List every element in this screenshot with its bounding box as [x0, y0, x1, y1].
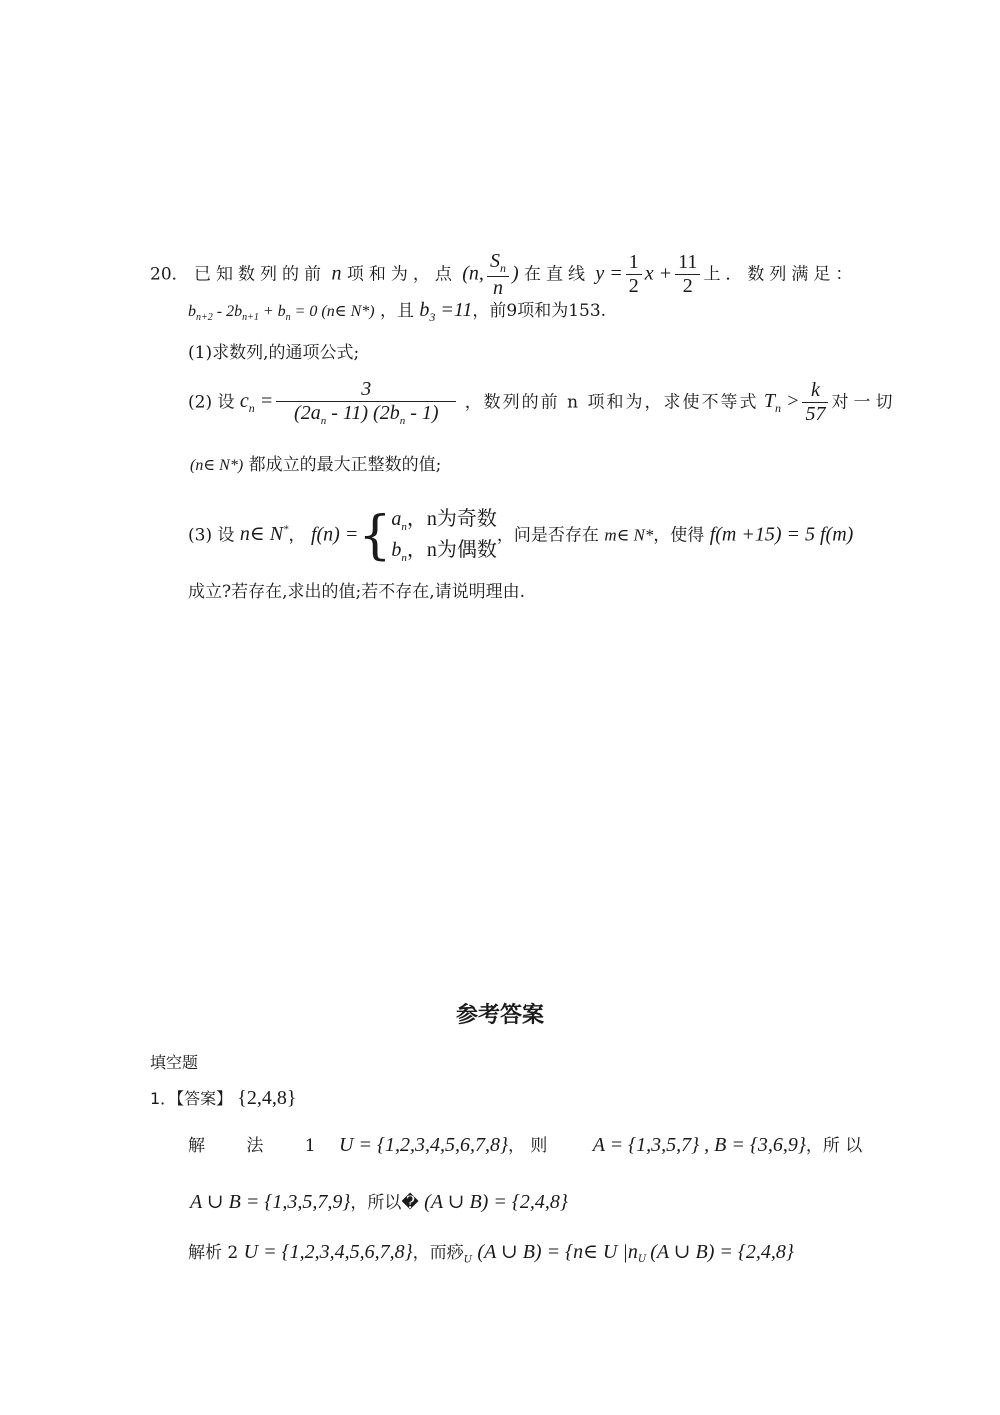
n-in-naturals: n∈ N* [239, 523, 289, 546]
question-2: (2) 设 $c_n$ = $\frac{3}{(2a_n - 11) (2b_n - 1)}$ ，数列的前 n 项和为，求使不等式 $T_n$ > $\frac{k}{57}$ 对一切 [188, 378, 898, 427]
question-2-continued: (n∈ N*) 都成立的最大正整数的值; [190, 455, 442, 475]
fraction-one-half: $\frac{1}{2}$ [626, 251, 642, 298]
piecewise-cases: $a_n$，n为奇数 $b_n$，n为偶数 [391, 508, 497, 564]
answer-1: 1．【答案】 {2,4,8} [150, 1087, 297, 1109]
question-3-continued: 成立?若存在,求出的值;若不存在,请说明理由. [188, 582, 526, 602]
c-n-fraction: $\frac{3}{(2a_n - 11) (2b_n - 1)}$ [276, 378, 456, 428]
complement-symbol: � [401, 1193, 419, 1213]
recurrence-line: $b_{n+2} - 2b_{n+1} + b_n = 0$ (n∈ N*) ，且 $b_3 =11$，前9项和为153. [188, 299, 607, 324]
fraction-eleven-half: $\frac{11}{2}$ [675, 251, 700, 298]
functional-equation: f(m +15) = 5 f(m) [709, 523, 854, 546]
question-3: (3) 设 n∈ N*， f(n) ={ $a_n$，n为奇数 $b_n$，n为偶数 ，问是否存在 m∈ N*，使得 f(m +15) = 5 f(m) [188, 505, 854, 566]
b3-condition: $b_3 =11$ [419, 299, 473, 324]
problem-20-statement: 20． 已知数列的前 n 项和为，点 (n, $\frac{S_n}{n}$ ) 在直线 y = $\frac{1}{2}$ x + $\frac{11}{2}$ 上．数列满足： [150, 250, 858, 299]
question-1: (1)求数列,的通项公式; [188, 343, 360, 363]
answer-1-value: {2,4,8} [237, 1087, 297, 1109]
k-over-57: $\frac{k}{57}$ [802, 379, 828, 426]
section-heading: 填空题 [150, 1053, 199, 1072]
complement-symbol-2: 痧 [446, 1243, 464, 1263]
inequality: $T_n$ > [763, 390, 800, 416]
answers-title: 参考答案 [455, 1003, 544, 1028]
c-n-definition: $c_n$ = [239, 390, 274, 416]
problem-number: 20． [150, 264, 189, 285]
point-fraction: $\frac{S_n}{n}$ [487, 250, 509, 300]
recurrence-formula: $b_{n+2} - 2b_{n+1} + b_n = 0$ (n∈ N*) [188, 303, 375, 324]
left-brace: { [358, 505, 392, 566]
solution-2-line: 解析 2 U = {1,2,3,4,5,6,7,8}，而痧$_U$ (A ∪ B) = {n∈ U $|n_U$ (A ∪ B) = {2,4,8} [188, 1241, 794, 1266]
solution-1-line-2: A ∪ B = {1,3,5,7,9}，所以� (A ∪ B) = {2,4,8} [190, 1191, 568, 1213]
solution-1-line-1: 解 法 1 U = {1,2,3,4,5,6,7,8}， 则 A = {1,3,5,7} , B = {3,6,9}，所 以 [188, 1134, 863, 1156]
